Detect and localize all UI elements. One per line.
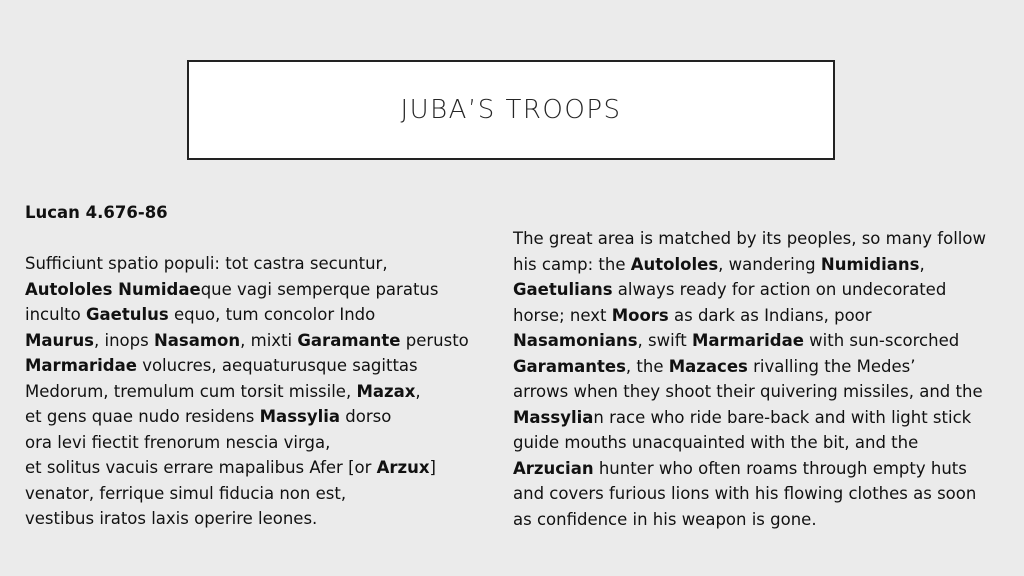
english-text: his camp: the: [513, 254, 631, 274]
latin-line: [25, 481, 469, 507]
english-bold-name: Moors: [611, 305, 669, 325]
latin-text: , mixti: [240, 330, 298, 350]
english-line: [513, 328, 986, 354]
title-box: [187, 60, 835, 160]
latin-line: [25, 506, 469, 532]
english-bold-name: Mazaces: [668, 356, 748, 376]
english-text: arrows when they shoot their quivering missiles, and the: [513, 382, 983, 401]
latin-bold-name: Nasamon: [153, 330, 241, 350]
latin-line: [25, 455, 469, 481]
english-bold-name: Numidians: [820, 254, 920, 274]
english-bold-name: Gaetulians: [513, 280, 613, 299]
english-text: horse; next: [513, 305, 612, 325]
english-bold-name: Marmaridae: [691, 331, 804, 350]
english-bold-name: Garamantes: [513, 356, 626, 376]
english-line: [513, 252, 986, 278]
latin-line: [25, 379, 469, 405]
latin-lines: [25, 251, 469, 532]
english-bold-name: Autololes: [630, 254, 719, 274]
latin-line: [25, 328, 469, 354]
latin-bold-name: Gaetulus: [85, 305, 169, 324]
latin-text: ]: [429, 458, 436, 477]
latin-text: inculto: [25, 305, 86, 324]
latin-text: perusto: [400, 330, 469, 350]
english-text: always ready for action on undecorated: [612, 280, 947, 299]
latin-line: [25, 251, 469, 277]
latin-text: venator, ferrique simul fiducia non est,: [25, 483, 347, 503]
latin-text: que vagi semperque paratus: [200, 279, 439, 299]
latin-text: vestibus iratos laxis operire leones.: [25, 509, 318, 528]
english-text: , swift: [637, 331, 692, 350]
english-text: guide mouths unacquainted with the bit, and the: [513, 433, 919, 452]
english-line: [513, 481, 986, 507]
latin-bold-name: Maurus: [25, 330, 95, 350]
latin-line: [25, 404, 469, 430]
english-translation-column: [513, 226, 986, 532]
english-line: [513, 303, 986, 329]
latin-bold-name: Massylia: [259, 407, 341, 426]
english-text: n race who ride bare-back and with light stick: [593, 407, 972, 427]
latin-line: [25, 353, 469, 379]
latin-text: et solitus vacuis errare mapalibus Afer [or: [25, 458, 377, 477]
english-line: [513, 226, 986, 252]
latin-line: [25, 430, 469, 456]
english-text: as confidence in his weapon is gone.: [513, 509, 817, 529]
english-line: [513, 354, 986, 380]
english-bold-name: Massylia: [513, 407, 594, 427]
latin-text: equo, tum concolor Indo: [168, 305, 376, 324]
english-line: [513, 456, 986, 482]
latin-bold-name: Arzux: [376, 458, 430, 477]
english-lines: [513, 226, 986, 532]
english-text: , the: [625, 356, 669, 376]
latin-source-heading: Lucan 4.676-86: [25, 203, 168, 222]
latin-text: Medorum, tremulum cum torsit missile,: [25, 381, 357, 401]
english-text: and covers furious lions with his flowing clothes as soon: [513, 484, 977, 503]
english-line: [513, 405, 986, 431]
latin-bold-name: Mazax: [356, 381, 416, 401]
english-bold-name: Nasamonians: [513, 331, 638, 350]
latin-bold-name: Garamante: [297, 330, 401, 350]
english-bold-name: Arzucian: [513, 458, 594, 478]
latin-text: Sufficiunt spatio populi: tot castra secuntur,: [25, 254, 388, 273]
english-text: ,: [919, 254, 925, 274]
english-text: as dark as Indians, poor: [668, 305, 872, 325]
latin-text: ,: [415, 381, 421, 401]
latin-line: [25, 302, 469, 328]
english-line: [513, 507, 986, 533]
english-text: The great area is matched by its peoples, so many follow: [513, 229, 986, 248]
latin-text: dorso: [340, 407, 392, 426]
latin-line: [25, 277, 469, 303]
latin-text-column: [25, 200, 469, 532]
english-text: hunter who often roams through empty huts: [593, 458, 967, 478]
latin-text: , inops: [94, 330, 154, 350]
latin-text: et gens quae nudo residens: [25, 407, 260, 426]
english-line: [513, 430, 986, 456]
latin-text: ora levi fiectit frenorum nescia virga,: [25, 432, 331, 452]
english-line: [513, 379, 986, 405]
english-text: rivalling the Medes’: [747, 356, 916, 376]
latin-text: volucres, aequaturusque sagittas: [136, 356, 418, 375]
english-text: with sun-scorched: [803, 331, 960, 350]
latin-bold-name: Autololes Numidae: [25, 279, 201, 299]
latin-bold-name: Marmaridae: [25, 356, 137, 375]
english-line: [513, 277, 986, 303]
english-text: , wandering: [718, 254, 821, 274]
slide-title: JUBA’S TROOPS: [400, 95, 622, 125]
